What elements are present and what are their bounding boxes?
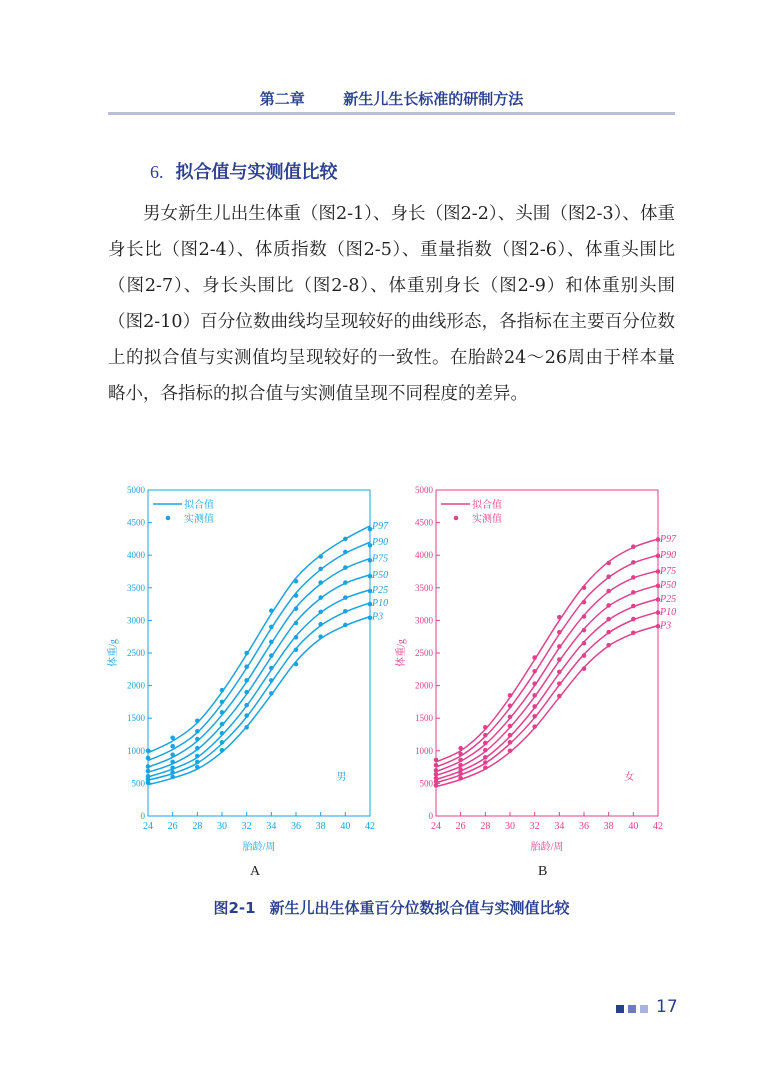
section-heading <box>150 158 338 184</box>
observed-point <box>434 779 439 784</box>
series-label-p25: P25 <box>660 593 677 605</box>
observed-point <box>483 748 488 753</box>
observed-point <box>244 651 249 656</box>
fitted-curve-p50 <box>436 585 658 775</box>
observed-point <box>220 710 225 715</box>
x-tick-label: 38 <box>315 821 326 832</box>
legend-point-swatch <box>454 516 459 521</box>
y-tick-label: 3500 <box>127 582 145 593</box>
observed-point <box>483 725 488 730</box>
y-tick-label: 4500 <box>415 517 433 528</box>
observed-point <box>146 749 151 754</box>
observed-point <box>606 617 611 622</box>
panel-label-b: B <box>538 864 548 879</box>
series-label-p75: P75 <box>660 565 677 577</box>
series-label-p3: P3 <box>372 611 384 623</box>
section-number: 6. <box>150 162 164 182</box>
header-rule <box>108 112 675 115</box>
series-label-p75: P75 <box>372 553 389 565</box>
observed-point <box>318 567 323 572</box>
observed-point <box>557 615 562 620</box>
x-axis-label: 胎龄/周 <box>530 842 564 853</box>
observed-point <box>195 719 200 724</box>
figure-title: 新生儿出生体重百分位数拟合值与实测值比较 <box>269 899 570 917</box>
observed-point <box>532 714 537 719</box>
observed-point <box>195 765 200 770</box>
observed-point <box>170 752 175 757</box>
x-axis-label: 胎龄/周 <box>242 842 276 853</box>
observed-point <box>532 704 537 709</box>
observed-point <box>557 644 562 649</box>
fitted-curve-p25 <box>436 599 658 780</box>
observed-point <box>244 664 249 669</box>
observed-point <box>606 630 611 635</box>
x-tick-label: 34 <box>266 821 277 832</box>
observed-point <box>368 558 373 563</box>
chart-male-birth-weight <box>105 478 389 863</box>
observed-point <box>195 729 200 734</box>
observed-point <box>343 537 348 542</box>
observed-point <box>368 615 373 620</box>
observed-point <box>656 554 661 559</box>
observed-point <box>318 610 323 615</box>
y-tick-label: 3000 <box>415 615 433 626</box>
page-marker-square <box>616 1005 624 1013</box>
observed-point <box>244 690 249 695</box>
observed-point <box>458 763 463 768</box>
legend-fitted-label: 拟合值 <box>184 500 214 511</box>
observed-point <box>434 772 439 777</box>
observed-point <box>582 666 587 671</box>
observed-point <box>220 731 225 736</box>
observed-point <box>656 569 661 574</box>
x-tick-label: 32 <box>529 821 540 832</box>
fitted-curve-p90 <box>436 555 658 767</box>
y-tick-label: 5000 <box>127 485 145 495</box>
series-label-p50: P50 <box>372 569 389 581</box>
observed-point <box>656 537 661 542</box>
chart-female-birth-weight <box>393 478 677 863</box>
observed-point <box>368 543 373 548</box>
observed-point <box>557 630 562 635</box>
observed-point <box>195 746 200 751</box>
observed-point <box>582 628 587 633</box>
observed-point <box>606 589 611 594</box>
observed-point <box>483 733 488 738</box>
observed-point <box>170 765 175 770</box>
observed-point <box>294 579 299 584</box>
x-tick-label: 28 <box>480 821 491 832</box>
figure-number: 图2-1 <box>213 899 256 917</box>
observed-point <box>606 643 611 648</box>
observed-point <box>294 635 299 640</box>
observed-point <box>508 693 513 698</box>
observed-point <box>146 764 151 769</box>
fitted-curve-p97 <box>148 526 370 753</box>
observed-point <box>532 693 537 698</box>
observed-point <box>458 767 463 772</box>
x-tick-label: 36 <box>579 821 589 832</box>
observed-point <box>294 662 299 667</box>
observed-point <box>244 678 249 683</box>
series-label-p97: P97 <box>660 533 677 545</box>
y-tick-label: 0 <box>428 811 433 821</box>
observed-point <box>294 647 299 652</box>
observed-point <box>508 749 513 754</box>
observed-point <box>170 744 175 749</box>
observed-point <box>343 580 348 585</box>
section-title: 拟合值与实测值比较 <box>175 162 338 183</box>
y-tick-label: 1500 <box>415 713 433 724</box>
sex-label: 男 <box>336 772 347 784</box>
observed-point <box>318 634 323 639</box>
observed-point <box>631 544 636 549</box>
observed-point <box>557 670 562 675</box>
chapter-title: 新生儿生长标准的研制方法 <box>343 90 524 108</box>
observed-point <box>508 724 513 729</box>
observed-point <box>318 580 323 585</box>
observed-point <box>343 550 348 555</box>
observed-point <box>269 640 274 645</box>
observed-point <box>294 593 299 598</box>
observed-point <box>368 574 373 579</box>
observed-point <box>532 669 537 674</box>
y-tick-label: 5000 <box>415 485 433 495</box>
observed-point <box>631 617 636 622</box>
observed-point <box>269 653 274 658</box>
observed-point <box>244 713 249 718</box>
legend-observed-label: 实测值 <box>184 514 214 525</box>
observed-point <box>508 715 513 720</box>
observed-point <box>244 703 249 708</box>
legend-observed-label: 实测值 <box>472 514 502 525</box>
observed-point <box>434 758 439 763</box>
observed-point <box>294 606 299 611</box>
x-tick-label: 34 <box>554 821 565 832</box>
observed-point <box>606 561 611 566</box>
observed-point <box>458 746 463 751</box>
observed-point <box>606 574 611 579</box>
observed-point <box>458 758 463 763</box>
series-label-p10: P10 <box>660 606 677 618</box>
observed-point <box>631 604 636 609</box>
observed-point <box>434 763 439 768</box>
y-tick-label: 0 <box>140 811 145 821</box>
page-number: 17 <box>656 997 678 1017</box>
x-tick-label: 24 <box>431 821 441 832</box>
x-tick-label: 42 <box>365 821 375 832</box>
observed-point <box>483 765 488 770</box>
observed-point <box>631 630 636 635</box>
observed-point <box>220 740 225 745</box>
page-marker-square <box>640 1005 648 1013</box>
observed-point <box>220 722 225 727</box>
x-tick-label: 26 <box>455 821 466 832</box>
observed-point <box>269 625 274 630</box>
x-tick-label: 32 <box>241 821 252 832</box>
observed-point <box>269 678 274 683</box>
legend-point-swatch <box>166 516 171 521</box>
body-text <box>108 196 675 412</box>
fitted-curve-p25 <box>148 590 370 777</box>
observed-point <box>582 600 587 605</box>
x-tick-label: 42 <box>653 821 663 832</box>
observed-point <box>146 756 151 761</box>
observed-point <box>368 602 373 607</box>
observed-point <box>458 776 463 781</box>
y-tick-label: 4500 <box>127 517 145 528</box>
observed-point <box>343 565 348 570</box>
chapter-label: 第二章 <box>259 90 305 108</box>
observed-point <box>343 595 348 600</box>
series-label-p10: P10 <box>372 597 389 609</box>
sex-label: 女 <box>624 772 635 784</box>
observed-point <box>318 554 323 559</box>
observed-point <box>434 768 439 773</box>
observed-point <box>458 752 463 757</box>
y-tick-label: 1500 <box>127 713 145 724</box>
body-paragraph: 男女新生儿出生体重（图2-1）、身长（图2-2）、头围（图2-3）、体重身长比（图2-4）、体质指数（图2-5）、重量指数（图2-6）、体重头围比（图2-7）、身长头围比（图2-8）、体重别身长（图2-9）和体重别头围（图2-10）百分位数曲线均呈现较好的曲线形态，各指标在主要百分位数上的拟合值与实测值均呈现较好的一致性。在胎龄24～26周由于样本量略小，各指标的拟合值与实测值呈现不同程度的差异。 <box>108 204 675 404</box>
observed-point <box>631 560 636 565</box>
observed-point <box>195 754 200 759</box>
fitted-curve-p97 <box>436 539 658 762</box>
fitted-curve-p50 <box>148 575 370 773</box>
y-axis-label: 体重/g <box>396 639 407 667</box>
x-tick-label: 24 <box>143 821 153 832</box>
observed-point <box>582 641 587 646</box>
y-tick-label: 500 <box>131 778 145 789</box>
observed-point <box>220 700 225 705</box>
y-tick-label: 3000 <box>127 615 145 626</box>
observed-point <box>170 770 175 775</box>
observed-point <box>318 622 323 627</box>
observed-point <box>656 610 661 615</box>
observed-point <box>294 621 299 626</box>
observed-point <box>508 740 513 745</box>
observed-point <box>170 760 175 765</box>
observed-point <box>483 760 488 765</box>
observed-point <box>483 741 488 746</box>
plot-frame <box>148 490 370 816</box>
observed-point <box>582 614 587 619</box>
observed-point <box>269 666 274 671</box>
series-label-p90: P90 <box>372 537 389 549</box>
observed-point <box>220 748 225 753</box>
observed-point <box>508 733 513 738</box>
legend-fitted-label: 拟合值 <box>472 500 502 511</box>
observed-point <box>220 688 225 693</box>
observed-point <box>656 624 661 629</box>
y-tick-label: 2000 <box>415 680 433 691</box>
y-tick-label: 2500 <box>127 648 145 658</box>
observed-point <box>343 623 348 628</box>
figure-caption <box>108 897 675 918</box>
x-tick-label: 40 <box>340 821 351 832</box>
page-marker-square <box>628 1005 636 1013</box>
observed-point <box>631 590 636 595</box>
observed-point <box>269 691 274 696</box>
x-tick-label: 36 <box>291 821 301 832</box>
series-label-p50: P50 <box>660 580 677 592</box>
observed-point <box>557 657 562 662</box>
y-tick-label: 2000 <box>127 680 145 691</box>
y-tick-label: 1000 <box>415 745 433 756</box>
observed-point <box>532 681 537 686</box>
y-tick-label: 4000 <box>127 550 145 561</box>
observed-point <box>368 527 373 532</box>
observed-point <box>656 597 661 602</box>
y-tick-label: 500 <box>419 778 433 789</box>
observed-point <box>606 603 611 608</box>
observed-point <box>146 780 151 785</box>
x-tick-label: 30 <box>505 821 515 832</box>
observed-point <box>318 595 323 600</box>
y-tick-label: 3500 <box>415 582 433 593</box>
observed-point <box>170 775 175 780</box>
y-tick-label: 1000 <box>127 745 145 756</box>
series-label-p3: P3 <box>660 620 672 632</box>
x-tick-label: 26 <box>167 821 178 832</box>
observed-point <box>170 735 175 740</box>
observed-point <box>434 783 439 788</box>
observed-point <box>631 575 636 580</box>
observed-point <box>244 725 249 730</box>
observed-point <box>532 724 537 729</box>
series-label-p97: P97 <box>372 520 389 532</box>
x-tick-label: 38 <box>603 821 614 832</box>
observed-point <box>146 769 151 774</box>
observed-point <box>195 760 200 765</box>
observed-point <box>532 655 537 660</box>
running-header <box>108 88 675 109</box>
observed-point <box>483 755 488 760</box>
observed-point <box>557 681 562 686</box>
y-tick-label: 4000 <box>415 550 433 561</box>
observed-point <box>508 704 513 709</box>
series-label-p90: P90 <box>660 550 677 562</box>
x-tick-label: 28 <box>192 821 203 832</box>
observed-point <box>195 737 200 742</box>
observed-point <box>557 694 562 699</box>
observed-point <box>458 771 463 776</box>
y-axis-label: 体重/g <box>108 639 119 667</box>
observed-point <box>582 586 587 591</box>
x-tick-label: 40 <box>628 821 639 832</box>
fitted-curve-p75 <box>436 571 658 772</box>
observed-point <box>368 589 373 594</box>
observed-point <box>582 653 587 658</box>
y-tick-label: 2500 <box>415 648 433 658</box>
observed-point <box>269 608 274 613</box>
observed-point <box>656 584 661 589</box>
observed-point <box>343 609 348 614</box>
panel-label-a: A <box>250 864 261 879</box>
fitted-curve-p90 <box>148 542 370 760</box>
x-tick-label: 30 <box>217 821 227 832</box>
series-label-p25: P25 <box>372 584 389 596</box>
